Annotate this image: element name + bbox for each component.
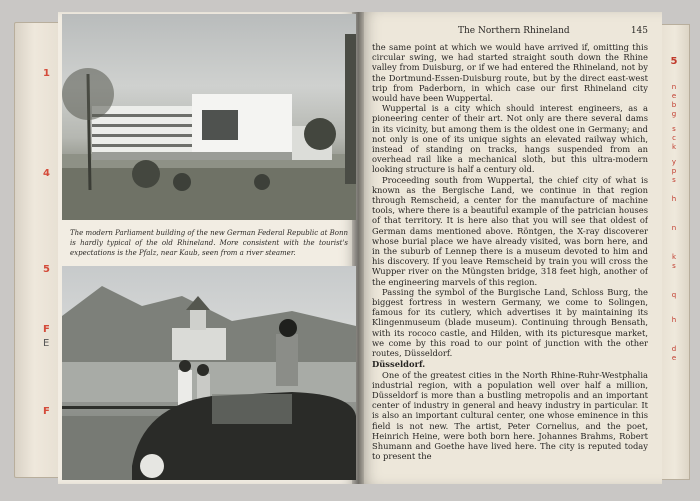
edge-mark: 1 — [43, 68, 50, 79]
edge-mark: s — [672, 262, 676, 270]
page-number: 145 — [630, 26, 648, 36]
paragraph: One of the greatest cities in the North Rhine-Ruhr-Westphalia industrial region, with a population well over half a million, Düsseldorf is more than a bustling metropolis and an important center of industry in general and heavy industry in particular. It is also an important cultural center, one whose eminence in this field is not new. The artist, Peter Cornelius, and the poet, Heinrich Heine, were both born here. Johannes Brahms, Robert Shumann and Goethe have lived here. The city is reputed today to present the — [372, 369, 648, 462]
parliament-building-photo — [62, 14, 356, 220]
section-heading: Düsseldorf. — [372, 359, 426, 370]
paragraph: the same point at which we would have arrived if, omitting this circular swing, we had started straight south down the Rhine valley from Duisburg, or if we had entered the Rhineland, not by the Dortmund-Essen-Duisburg route, but by the direct east-west trip from Paderborn, in which case our first Rhineland city would have been Wuppertal. — [372, 42, 648, 104]
edge-mark: c — [672, 134, 676, 142]
paragraph: Passing the symbol of the Burgische Land, Schloss Burg, the biggest fortress in western Germany, we come to Solingen, famous for its cutlery, which advertises it by maintaining its Klingenmuseum (blade museum). Continuing through Bensath, with its rococo castle, and Hilden, with its picturesque market, we come by this road to our point of junction with the other routes, Düsseldorf. — [372, 286, 648, 359]
edge-mark: e — [671, 92, 677, 100]
photo-caption: The modern Parliament building of the new German Federal Republic at Bonn is hardly typical of the old Rhineland. More consistent with the tourist's expectations is the Pfalz, near Kaub, seen from a river steamer. — [70, 229, 348, 257]
edge-mark: e — [671, 354, 677, 362]
edge-mark: k — [671, 253, 677, 261]
edge-mark: 5 — [670, 56, 678, 67]
edge-mark: h — [671, 195, 677, 203]
paragraph: Proceeding south from Wuppertal, the chief city of what is known as the Bergische Land, we continue in that region through Remscheid, a center for the manufacture of machine tools, where there is a beautiful example of the patrician houses of that territory. It is here also that you will see that oldest of German dams mentioned above. Röntgen, the X-ray discoverer whose burial place we have already visited, was born here, and in the suburb of Lennep there is a museum devoted to him and his discovery. If you leave Remscheid by train you will cross the Wupper river on the Müngsten bridge, 318 feet high, another of the engineering marvels of this region. — [372, 174, 648, 287]
edge-mark: y — [671, 158, 677, 166]
page-body-text — [372, 42, 648, 476]
left-edge-index-marks — [40, 40, 54, 460]
edge-mark: p — [671, 167, 677, 175]
edge-mark: h — [671, 316, 677, 324]
right-edge-index-marks — [664, 40, 684, 460]
edge-mark: b — [671, 101, 677, 109]
edge-mark: 5 — [43, 264, 50, 275]
edge-mark: E — [43, 338, 50, 349]
edge-mark: n — [671, 224, 677, 232]
edge-mark: 4 — [43, 168, 50, 179]
edge-mark: d — [671, 345, 677, 353]
edge-mark: g — [671, 110, 677, 118]
edge-mark: F — [43, 406, 50, 417]
edge-mark: s — [672, 125, 676, 133]
edge-mark: s — [672, 176, 676, 184]
edge-mark: k — [671, 143, 677, 151]
paragraph: Wuppertal is a city which should interest engineers, as a pioneering center of their art. Not only are there several dams in its vicinity, but among them is the oldest one in Germany; and not only is one of its unique sights an elevated railway which, instead of standing on tracks, hangs suspended from an overhead rail like a mechanical sloth, but this ultra-modern looking structure is half a century old. — [372, 103, 648, 175]
running-title: The Northern Rhineland — [458, 26, 570, 36]
edge-mark: n — [671, 83, 677, 91]
book-cover-left-edge — [14, 22, 64, 478]
edge-mark: F — [43, 324, 50, 335]
pfalz-castle-steamer-photo — [62, 266, 356, 480]
edge-mark: q — [671, 291, 677, 299]
